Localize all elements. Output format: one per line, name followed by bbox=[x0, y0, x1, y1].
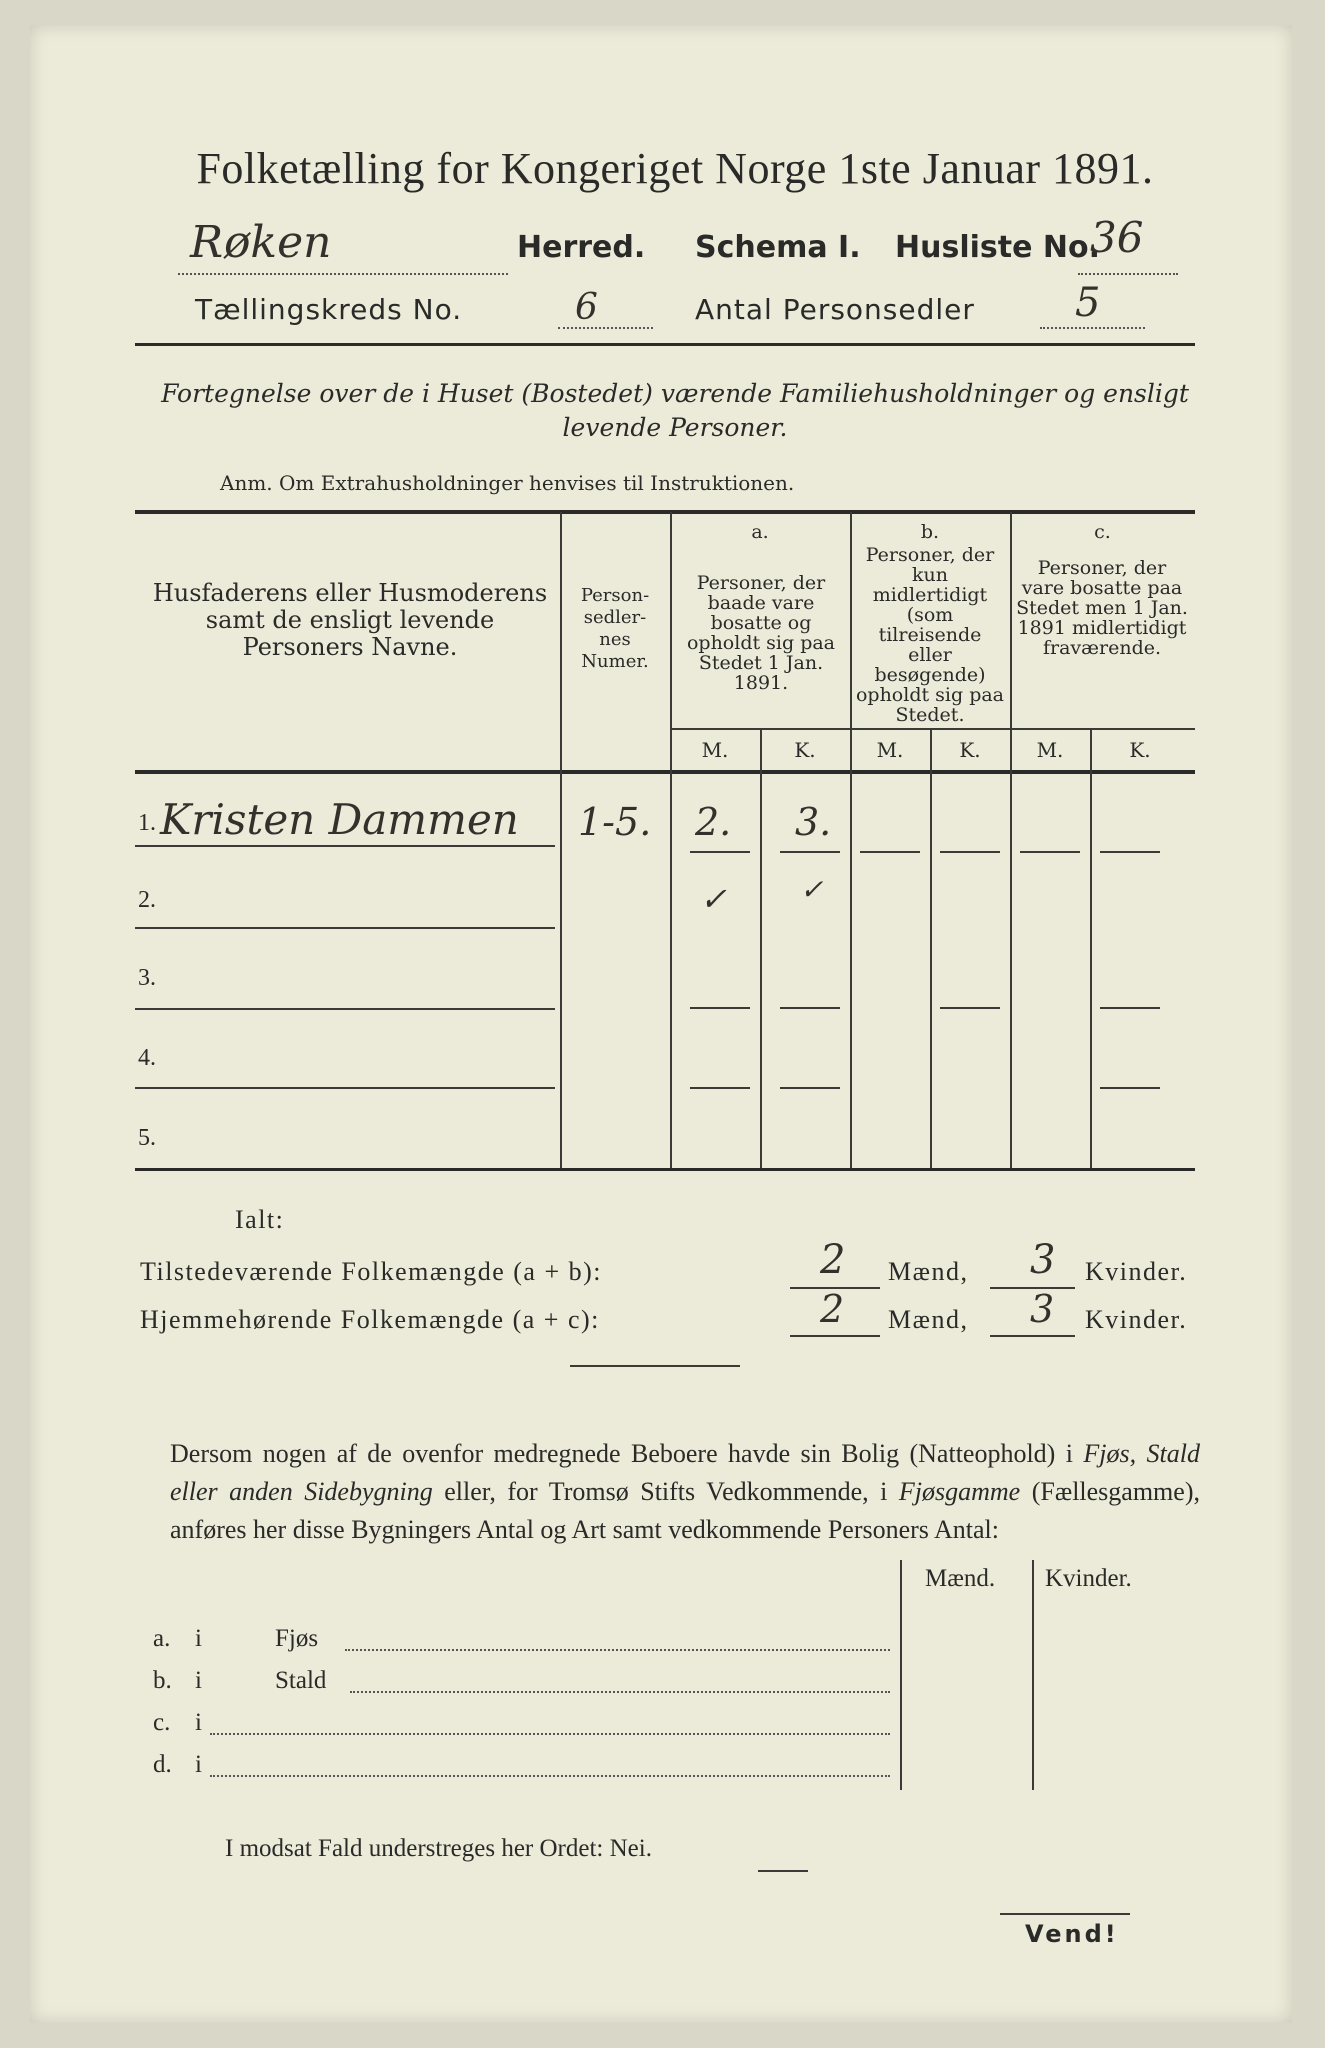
col-name-header: Husfaderens eller Husmoderens samt de ensligt levende Personers Navne. bbox=[152, 579, 548, 661]
schema-label: Schema I. bbox=[695, 230, 861, 265]
row-1-a-k: 3. bbox=[795, 800, 832, 844]
row-4-line bbox=[135, 1087, 555, 1089]
a-m-label: M. bbox=[701, 738, 729, 762]
hjemme-m-value: 2 bbox=[820, 1287, 845, 1331]
row-3-line bbox=[135, 1008, 555, 1010]
husliste-value: 36 bbox=[1090, 213, 1144, 262]
census-form-page bbox=[30, 25, 1292, 2023]
hjemme-k-value: 3 bbox=[1030, 1287, 1055, 1331]
building-row-c-letter: c. bbox=[153, 1709, 171, 1736]
antal-value: 5 bbox=[1075, 280, 1101, 326]
cell-line bbox=[690, 1007, 750, 1009]
modsat-line: I modsat Fald understreges her Ordet: Nei. bbox=[225, 1835, 652, 1862]
kreds-value: 6 bbox=[575, 287, 598, 328]
row-2-line bbox=[135, 927, 555, 929]
row-2-num: 2. bbox=[138, 887, 156, 913]
vline-name bbox=[560, 512, 562, 1168]
vline-b bbox=[1010, 512, 1012, 1168]
hjemme-m-line bbox=[790, 1335, 880, 1337]
husliste-label: Husliste No. bbox=[895, 230, 1100, 265]
b-k-label: K. bbox=[959, 738, 981, 762]
row-5-num: 5. bbox=[138, 1125, 156, 1151]
separator-rule bbox=[570, 1365, 740, 1367]
cell-line bbox=[780, 851, 840, 853]
col-c-letter: c. bbox=[1094, 521, 1111, 543]
mk-rule bbox=[670, 728, 1195, 730]
kreds-label: Tællingskreds No. bbox=[195, 293, 463, 326]
herred-value: Røken bbox=[190, 217, 332, 268]
building-col-kvinder: Kvinder. bbox=[1045, 1565, 1132, 1592]
vend-label: Vend! bbox=[1025, 1920, 1119, 1948]
b-m-label: M. bbox=[876, 738, 904, 762]
tilstede-k-value: 3 bbox=[1030, 1237, 1056, 1283]
col-num-header: Person-sedler-nes Numer. bbox=[580, 585, 650, 672]
kreds-line bbox=[558, 327, 653, 329]
vline-a bbox=[850, 512, 852, 1168]
cell-line bbox=[690, 851, 750, 853]
a-k-label: K. bbox=[794, 738, 816, 762]
cell-line bbox=[1100, 1007, 1160, 1009]
building-row-b-label: Stald bbox=[275, 1667, 327, 1694]
building-row-d-i: i bbox=[195, 1751, 202, 1778]
col-a-letter: a. bbox=[751, 521, 769, 543]
row-2-tick-a-k: ✓ bbox=[800, 873, 824, 906]
row-1-name: Kristen Dammen bbox=[160, 795, 519, 844]
row-1-personseddel: 1-5. bbox=[578, 800, 652, 844]
cell-line bbox=[940, 1007, 1000, 1009]
hjemme-kvinder: Kvinder. bbox=[1085, 1305, 1188, 1334]
row-4-num: 4. bbox=[138, 1045, 156, 1071]
cell-line bbox=[940, 851, 1000, 853]
tilstede-maend: Mænd, bbox=[888, 1257, 969, 1286]
hjemme-maend: Mænd, bbox=[888, 1305, 969, 1334]
building-row-a-label: Fjøs bbox=[275, 1625, 319, 1652]
tilstede-kvinder: Kvinder. bbox=[1085, 1257, 1188, 1286]
herred-line bbox=[178, 273, 508, 275]
building-row-d-letter: d. bbox=[153, 1751, 172, 1778]
hjemme-label: Hjemmehørende Folkemængde (a + c): bbox=[140, 1305, 600, 1334]
herred-label: Herred. bbox=[517, 230, 646, 265]
cell-line bbox=[860, 851, 920, 853]
intro-text: Fortegnelse over de i Huset (Bostedet) værende Familiehusholdninger og ensligt levende Personer. bbox=[161, 379, 1189, 442]
cell-line bbox=[1100, 851, 1160, 853]
building-row-a-letter: a. bbox=[153, 1625, 171, 1652]
hjemme-k-line bbox=[990, 1335, 1075, 1337]
row-1-num: 1. bbox=[138, 810, 156, 836]
table-bottom-rule bbox=[135, 1168, 1195, 1171]
nei-underline bbox=[758, 1870, 808, 1872]
ialt-label: Ialt: bbox=[235, 1205, 285, 1234]
tilstede-m-value: 2 bbox=[820, 1237, 846, 1283]
anm-note: Anm. Om Extrahusholdninger henvises til Instruktionen. bbox=[220, 471, 795, 495]
building-row-b-dots bbox=[350, 1691, 890, 1693]
antal-label: Antal Personsedler bbox=[695, 293, 975, 326]
form-title: Folketælling for Kongeriget Norge 1ste Januar 1891. bbox=[196, 144, 1154, 193]
building-row-a-dots bbox=[345, 1649, 890, 1651]
vline-a-mk bbox=[760, 730, 762, 1168]
cell-line bbox=[780, 1007, 840, 1009]
col-b-header: Personer, der kun midlertidigt (som tilreisende eller besøgende) opholdt sig paa Stedet. bbox=[855, 544, 1005, 726]
building-col-maend: Mænd. bbox=[925, 1565, 996, 1592]
building-row-b-letter: b. bbox=[153, 1667, 172, 1694]
vline-c-mk bbox=[1090, 730, 1092, 1168]
building-vline-2 bbox=[1032, 1560, 1034, 1790]
table-top-rule bbox=[135, 510, 1195, 514]
vend-rule bbox=[1000, 1913, 1130, 1915]
building-vline-1 bbox=[900, 1560, 902, 1790]
c-m-label: M. bbox=[1036, 738, 1064, 762]
row-1-line bbox=[135, 845, 555, 847]
vline-num bbox=[670, 512, 672, 1168]
building-row-b-i: i bbox=[195, 1667, 202, 1694]
building-row-c-i: i bbox=[195, 1709, 202, 1736]
cell-line bbox=[690, 1087, 750, 1089]
cell-line bbox=[1100, 1087, 1160, 1089]
building-row-a-i: i bbox=[195, 1625, 202, 1652]
row-1-a-m: 2. bbox=[695, 800, 732, 844]
col-a-header: Personer, der baade vare bosatte og opholdt sig paa Stedet 1 Jan. 1891. bbox=[686, 572, 836, 694]
cell-line bbox=[780, 1087, 840, 1089]
col-c-header: Personer, der vare bosatte paa Stedet men 1 Jan. 1891 midlertidigt fraværende. bbox=[1016, 557, 1188, 659]
building-row-d-dots bbox=[210, 1775, 890, 1777]
building-paragraph: Dersom nogen af de ovenfor medregnede Beboere havde sin Bolig (Natteophold) i Fjøs, Stald eller anden Sidebygning eller, for Tromsø Stifts Vedkommende, i Fjøsgamme (Fællesgamme), anføres her disse Bygningers Antal og Art samt vedkommende Personers Antal: bbox=[170, 1439, 1200, 1544]
header-rule bbox=[135, 343, 1195, 346]
row-2-tick-a-m: ✓ bbox=[700, 880, 727, 918]
building-row-c-dots bbox=[210, 1733, 890, 1735]
c-k-label: K. bbox=[1129, 738, 1151, 762]
husliste-line bbox=[1078, 273, 1178, 275]
cell-line bbox=[1020, 851, 1080, 853]
table-header-rule bbox=[135, 770, 1195, 774]
col-b-letter: b. bbox=[920, 521, 940, 543]
antal-line bbox=[1040, 327, 1145, 329]
row-3-num: 3. bbox=[138, 965, 156, 991]
vline-b-mk bbox=[930, 730, 932, 1168]
tilstede-label: Tilstedeværende Folkemængde (a + b): bbox=[140, 1257, 602, 1286]
